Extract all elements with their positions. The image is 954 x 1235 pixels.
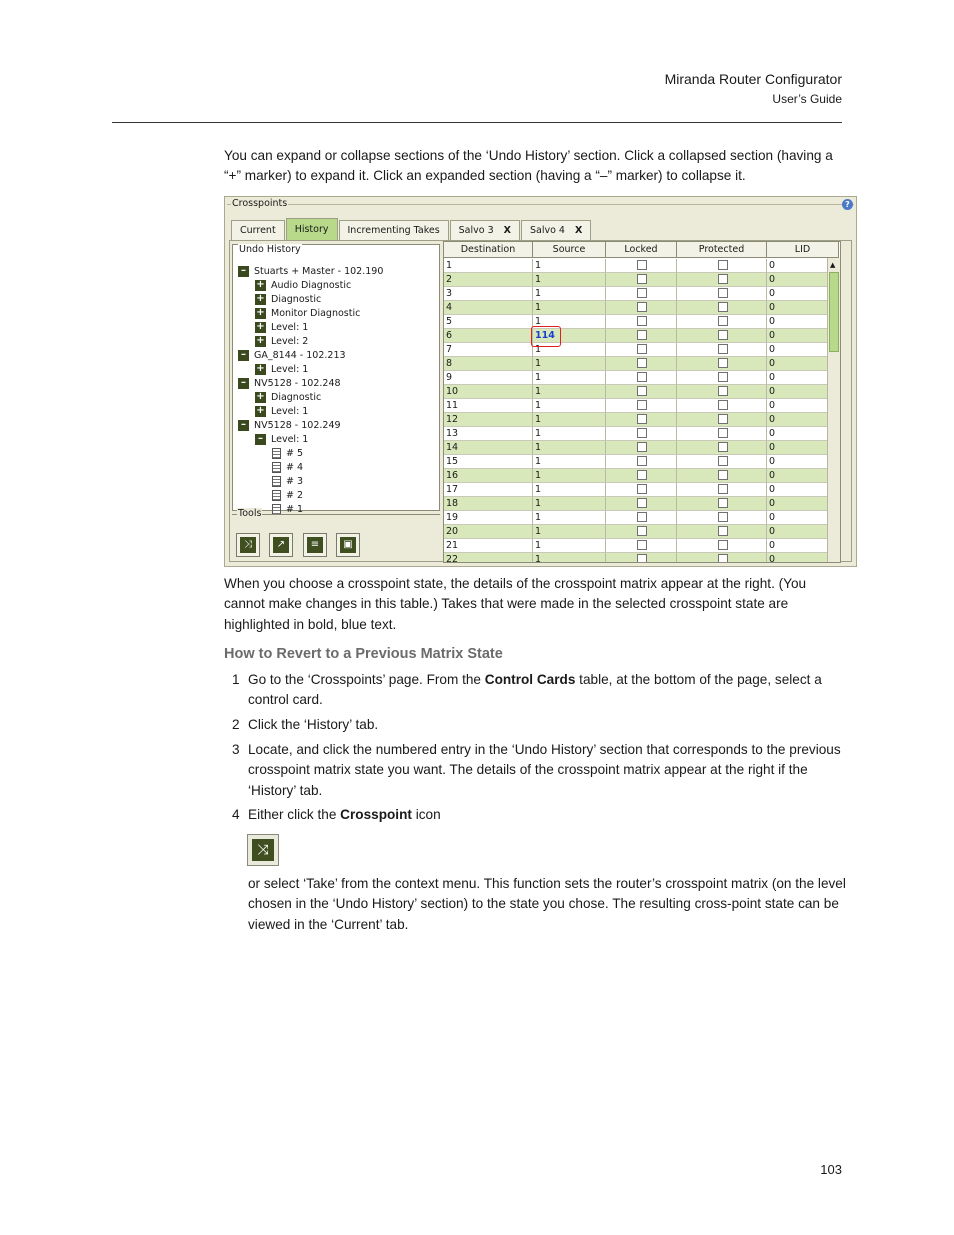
table-cell: 1 (533, 301, 606, 315)
checkbox[interactable] (718, 498, 728, 508)
table-cell: 15 (444, 455, 533, 469)
table-cell: 1 (533, 385, 606, 399)
table-cell: 0 (767, 539, 839, 553)
tools-section (232, 508, 440, 560)
table-row (444, 287, 839, 301)
save-icon: ▣ (340, 537, 356, 553)
checkbox[interactable] (637, 330, 647, 340)
checkbox[interactable] (718, 344, 728, 354)
table-cell (677, 497, 767, 511)
table-cell: 1 (533, 539, 606, 553)
entry-icon[interactable] (272, 490, 281, 501)
column-header[interactable]: Source (533, 242, 606, 258)
tree-item-label: Diagnostic (271, 294, 322, 305)
table-cell: 1 (533, 497, 606, 511)
collapse-icon[interactable]: – (238, 378, 249, 389)
table-row (444, 553, 839, 563)
tree-item[interactable] (255, 363, 308, 377)
table-cell: 10 (444, 385, 533, 399)
clipboard-icon: ≡ (307, 537, 323, 553)
tree-item[interactable] (272, 461, 303, 475)
table-cell (606, 357, 677, 371)
table-cell: 0 (767, 553, 839, 563)
tree-item[interactable] (255, 321, 308, 335)
table-row (444, 441, 839, 455)
table-cell: 1 (533, 455, 606, 469)
collapse-icon[interactable]: – (238, 350, 249, 361)
table-cell (606, 259, 677, 273)
tree-item[interactable] (255, 335, 308, 349)
table-cell: 5 (444, 315, 533, 329)
table-cell: 0 (767, 399, 839, 413)
table-cell: 0 (767, 371, 839, 385)
table-row (444, 469, 839, 483)
table-cell: 1 (533, 273, 606, 287)
table-row (444, 273, 839, 287)
tree-item[interactable] (255, 307, 360, 321)
table-cell: 1 (533, 343, 606, 357)
table-cell: 21 (444, 539, 533, 553)
table-cell: 0 (767, 315, 839, 329)
table-cell: 0 (767, 483, 839, 497)
table-cell (677, 301, 767, 315)
tree-item-label: # 3 (286, 476, 304, 487)
checkbox[interactable] (718, 540, 728, 550)
highlight-box (531, 326, 561, 347)
checkbox[interactable] (637, 484, 647, 494)
table-cell (677, 553, 767, 563)
table-row (444, 385, 839, 399)
table-row (444, 259, 839, 273)
table-cell (606, 427, 677, 441)
expand-icon[interactable]: + (256, 405, 265, 416)
table-cell: 1 (533, 483, 606, 497)
table-cell: 1 (533, 413, 606, 427)
panel-border (227, 204, 854, 205)
table-cell: 0 (767, 455, 839, 469)
checkbox[interactable] (637, 470, 647, 480)
step-number: 1 (232, 672, 240, 687)
table-cell (677, 315, 767, 329)
table-cell (606, 539, 677, 553)
tab-incrementing-takes[interactable]: Incrementing Takes (339, 220, 449, 240)
clipboard-button[interactable] (303, 533, 327, 557)
step-4-followup: or select ‘Take’ from the context menu. This function sets the router’s crosspoint matrix (on the level chosen in the ‘Undo History’ section) to the state you chose. The resulting cross-point state can be viewed in the ‘Current’ tab. (248, 876, 846, 932)
tree-item[interactable] (238, 377, 341, 391)
table-cell: 4 (444, 301, 533, 315)
checkbox[interactable] (718, 428, 728, 438)
tab-current[interactable]: Current (231, 220, 285, 240)
history-tab-content (229, 240, 852, 562)
entry-icon[interactable] (272, 448, 281, 459)
checkbox[interactable] (718, 442, 728, 452)
checkbox[interactable] (637, 288, 647, 298)
table-cell (606, 343, 677, 357)
tree-item-label: Diagnostic (271, 392, 322, 403)
table-cell: 9 (444, 371, 533, 385)
page-number: 103 (820, 1162, 842, 1177)
expand-icon[interactable]: + (256, 307, 265, 318)
collapse-icon[interactable]: – (238, 420, 249, 431)
expand-icon[interactable]: + (256, 391, 265, 402)
tree-item[interactable] (272, 475, 303, 489)
table-cell: 1 (533, 399, 606, 413)
table-cell (606, 469, 677, 483)
table-row (444, 483, 839, 497)
tree-item[interactable] (272, 447, 303, 461)
table-cell (677, 539, 767, 553)
table-cell (677, 273, 767, 287)
expand-icon[interactable]: + (256, 335, 265, 346)
checkbox[interactable] (718, 330, 728, 340)
table-row (444, 511, 839, 525)
step-1: 1 Go to the ‘Crosspoints’ page. From the Control Cards table, at the bottom of the page, select a control card. (232, 672, 822, 708)
table-cell: 0 (767, 469, 839, 483)
table-cell: 3 (444, 287, 533, 301)
checkbox[interactable] (718, 414, 728, 424)
checkbox[interactable] (718, 512, 728, 522)
table-row (444, 371, 839, 385)
table-cell: 6 (444, 329, 533, 343)
table-cell: 20 (444, 525, 533, 539)
table-cell: 22 (444, 553, 533, 563)
checkbox[interactable] (637, 358, 647, 368)
tools-label: Tools (238, 508, 262, 519)
table-cell (677, 259, 767, 273)
crosspoint-button[interactable] (236, 533, 260, 557)
step-4: 4 Either click the Crosspoint icon (224, 805, 846, 825)
export-button[interactable] (269, 533, 293, 557)
checkbox[interactable] (718, 386, 728, 396)
table-cell: 0 (767, 259, 839, 273)
table-cell: 114 (533, 329, 606, 343)
checkbox[interactable] (718, 554, 728, 564)
expand-icon[interactable]: + (256, 293, 265, 304)
export-icon: ↗ (273, 537, 289, 553)
checkbox[interactable] (637, 456, 647, 466)
header-rule (112, 122, 842, 123)
help-icon[interactable]: ? (842, 199, 853, 210)
panel-title: Crosspoints (232, 198, 288, 209)
crosspoints-screenshot (224, 196, 857, 567)
header-subtitle: User’s Guide (772, 92, 842, 106)
table-row (444, 413, 839, 427)
step-3: 3 Locate, and click the numbered entry in the ‘Undo History’ section that corresponds to the previous crosspoint matrix state you want. The details of the crosspoint matrix appear at the right if the ‘History’ tab. (232, 742, 841, 798)
table-cell (677, 511, 767, 525)
table-cell: 1 (533, 315, 606, 329)
checkbox[interactable] (637, 386, 647, 396)
table-row (444, 455, 839, 469)
table-cell: 0 (767, 441, 839, 455)
tree-item-label: Monitor Diagnostic (271, 308, 361, 319)
checkbox[interactable] (637, 554, 647, 564)
table-cell (677, 399, 767, 413)
step-2: 2 Click the ‘History’ tab. (224, 715, 846, 735)
table-cell: 0 (767, 357, 839, 371)
collapse-icon[interactable]: – (255, 434, 266, 445)
table-cell: 0 (767, 287, 839, 301)
table-cell: 1 (533, 553, 606, 563)
table-cell: 0 (767, 329, 839, 343)
undo-history-label: Undo History (239, 244, 301, 255)
table-cell (606, 511, 677, 525)
entry-icon[interactable] (272, 476, 281, 487)
table-cell (606, 441, 677, 455)
checkbox[interactable] (718, 400, 728, 410)
checkbox[interactable] (718, 274, 728, 284)
tab-salvo-4[interactable]: Salvo 4 X (521, 220, 591, 240)
table-cell (606, 329, 677, 343)
table-row (444, 343, 839, 357)
tree-item-label: # 2 (286, 490, 304, 501)
checkbox[interactable] (718, 288, 728, 298)
table-cell: 1 (533, 441, 606, 455)
column-header[interactable]: Destination (444, 242, 533, 258)
tree-item-label: Level: 1 (271, 322, 309, 333)
table-cell (677, 329, 767, 343)
tree-item[interactable] (255, 433, 308, 447)
step-number: 3 (232, 742, 240, 757)
checkbox[interactable] (718, 456, 728, 466)
table-cell: 0 (767, 511, 839, 525)
checkbox[interactable] (637, 442, 647, 452)
table-cell: 1 (533, 427, 606, 441)
table-cell (677, 455, 767, 469)
table-cell (677, 525, 767, 539)
table-cell (606, 497, 677, 511)
table-cell: 0 (767, 497, 839, 511)
crosspoint-icon: ⤨ (247, 834, 279, 866)
checkbox[interactable] (718, 316, 728, 326)
table-cell (606, 301, 677, 315)
tree-item[interactable] (255, 293, 321, 307)
table-cell (606, 413, 677, 427)
tree-item[interactable] (272, 489, 303, 503)
tree-item[interactable] (255, 391, 321, 405)
vertical-scrollbar[interactable] (827, 258, 840, 562)
table-cell (606, 525, 677, 539)
step-number: 2 (232, 717, 240, 732)
table-cell (606, 385, 677, 399)
table-row (444, 525, 839, 539)
table-cell (677, 413, 767, 427)
table-cell (677, 357, 767, 371)
tab-bar (231, 218, 592, 240)
tree-item-label: Level: 1 (271, 406, 309, 417)
expand-icon[interactable]: + (256, 321, 265, 332)
checkbox[interactable] (637, 372, 647, 382)
tab-salvo-3[interactable]: Salvo 3 X (450, 220, 520, 240)
table-cell: 14 (444, 441, 533, 455)
checkbox[interactable] (637, 260, 647, 270)
table-cell (677, 287, 767, 301)
tree-item[interactable] (238, 265, 383, 279)
tab-history[interactable]: History (286, 218, 338, 240)
checkbox[interactable] (718, 372, 728, 382)
column-header[interactable]: Protected (677, 242, 767, 258)
column-header[interactable]: Locked (606, 242, 677, 258)
checkbox[interactable] (637, 512, 647, 522)
table-row (444, 315, 839, 329)
checkbox[interactable] (637, 302, 647, 312)
checkbox[interactable] (637, 526, 647, 536)
table-cell: 1 (533, 357, 606, 371)
table-cell: 1 (444, 259, 533, 273)
table-cell: 8 (444, 357, 533, 371)
tree-item[interactable] (255, 279, 351, 293)
table-cell (606, 455, 677, 469)
tree-item[interactable] (238, 419, 341, 433)
table-cell: 0 (767, 343, 839, 357)
table-cell: 1 (533, 287, 606, 301)
table-cell: 16 (444, 469, 533, 483)
checkbox[interactable] (718, 484, 728, 494)
table-row (444, 427, 839, 441)
tree-item-label: Stuarts + Master - 102.190 (254, 266, 384, 277)
checkbox[interactable] (637, 414, 647, 424)
table-cell: 19 (444, 511, 533, 525)
table-cell (606, 483, 677, 497)
table-cell: 12 (444, 413, 533, 427)
crosspoint-icon: ⤨ (240, 537, 256, 553)
table-cell (677, 385, 767, 399)
tree-item-label: Level: 2 (271, 336, 309, 347)
table-cell: 17 (444, 483, 533, 497)
table-cell: 1 (533, 511, 606, 525)
checkbox[interactable] (637, 498, 647, 508)
table-row (444, 329, 839, 343)
table-cell (606, 553, 677, 563)
expand-icon[interactable]: + (256, 279, 265, 290)
table-cell (677, 371, 767, 385)
checkbox[interactable] (718, 526, 728, 536)
tree-item-label: NV5128 - 102.249 (254, 420, 341, 431)
tree-item-label: # 5 (286, 448, 304, 459)
tree-item-label: Level: 1 (271, 434, 309, 445)
checkbox[interactable] (718, 260, 728, 270)
table-header (444, 242, 839, 258)
scroll-up-icon[interactable]: ▲ (830, 261, 836, 269)
table-row (444, 399, 839, 413)
tree-item-label: # 4 (286, 462, 304, 473)
table-cell (606, 399, 677, 413)
checkbox[interactable] (637, 428, 647, 438)
expand-icon[interactable]: + (256, 363, 265, 374)
close-icon[interactable]: X (503, 225, 511, 236)
table-cell (606, 273, 677, 287)
table-row (444, 539, 839, 553)
intro-paragraph: You can expand or collapse sections of the ‘Undo History’ section. Click a collapsed section (having a “+” marker) to expand it. Click an expanded section (having a “–” marker) to collapse it. (224, 148, 833, 184)
procedure-heading: How to Revert to a Previous Matrix State (224, 646, 503, 662)
table-row (444, 301, 839, 315)
tree-item[interactable] (255, 405, 308, 419)
checkbox[interactable] (637, 316, 647, 326)
tree-item-label: GA_8144 - 102.213 (254, 350, 346, 361)
table-cell: 1 (533, 371, 606, 385)
column-header[interactable]: LID (767, 242, 839, 258)
table-cell (677, 427, 767, 441)
checkbox[interactable] (718, 358, 728, 368)
entry-icon[interactable] (272, 462, 281, 473)
step-number: 4 (232, 807, 240, 822)
collapse-icon[interactable]: – (238, 266, 249, 277)
tree-item[interactable] (238, 349, 346, 363)
table-row (444, 497, 839, 511)
crosspoint-table (443, 241, 841, 563)
tree-item-label: Audio Diagnostic (271, 280, 352, 291)
table-row (444, 357, 839, 371)
table-cell (606, 371, 677, 385)
table-cell: 7 (444, 343, 533, 357)
table-cell: 18 (444, 497, 533, 511)
table-cell: 11 (444, 399, 533, 413)
table-cell: 2 (444, 273, 533, 287)
table-cell (606, 287, 677, 301)
table-cell (677, 469, 767, 483)
table-cell (677, 441, 767, 455)
scroll-thumb[interactable] (829, 272, 839, 352)
after-paragraph: When you choose a crosspoint state, the details of the crosspoint matrix appear at the right. (You cannot make changes in this table.) Takes that were made in the selected crosspoint state are highlighted in bold, blue text. (224, 576, 807, 632)
table-cell (606, 315, 677, 329)
table-cell: 1 (533, 525, 606, 539)
table-cell (677, 343, 767, 357)
checkbox[interactable] (637, 344, 647, 354)
tree-item-label: # 1 (286, 504, 304, 515)
checkbox[interactable] (718, 302, 728, 312)
tree-item-label: NV5128 - 102.248 (254, 378, 341, 389)
table-cell: 0 (767, 413, 839, 427)
table-cell: 13 (444, 427, 533, 441)
table-cell: 1 (533, 469, 606, 483)
table-cell: 0 (767, 525, 839, 539)
table-cell: 1 (533, 259, 606, 273)
tree-item-label: Level: 1 (271, 364, 309, 375)
table-cell (677, 483, 767, 497)
save-button[interactable] (336, 533, 360, 557)
checkbox[interactable] (637, 540, 647, 550)
checkbox[interactable] (637, 400, 647, 410)
table-cell: 0 (767, 301, 839, 315)
table-cell: 0 (767, 385, 839, 399)
header-title: Miranda Router Configurator (664, 71, 842, 87)
table-cell: 0 (767, 273, 839, 287)
checkbox[interactable] (718, 470, 728, 480)
table-cell: 0 (767, 427, 839, 441)
close-icon[interactable]: X (574, 225, 583, 236)
checkbox[interactable] (637, 274, 647, 284)
